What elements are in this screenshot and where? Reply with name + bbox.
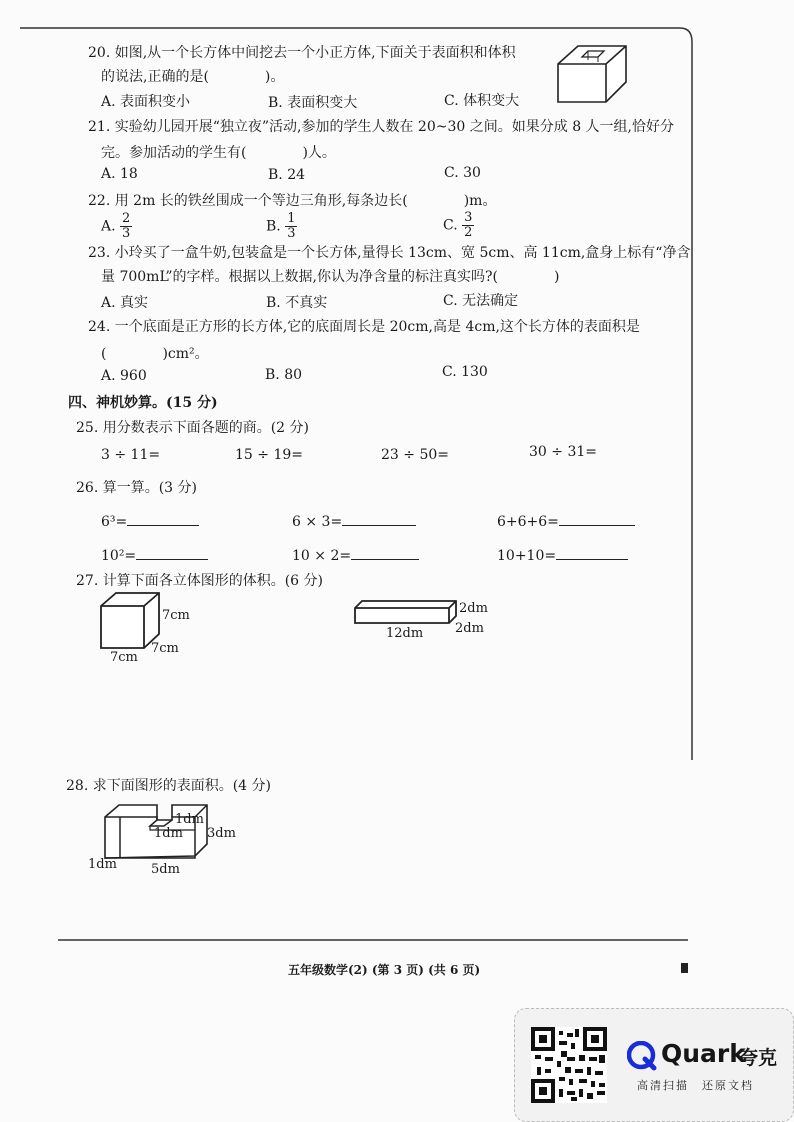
answer-blank[interactable]: [351, 545, 419, 560]
q23-option-c: C. 无法确定: [443, 293, 519, 309]
q27-cube-width-label: 7cm: [110, 650, 138, 665]
answer-blank[interactable]: [127, 511, 199, 526]
q24-text-line1: 24. 一个底面是正方形的长方体,它的底面周长是 20cm,高是 4cm,这个长方体的表面积是: [88, 319, 640, 335]
q25-item-4: 30 ÷ 31=: [529, 444, 597, 460]
q28-notch-height-label: 1dm: [154, 826, 183, 841]
quark-tagline: 高清扫描 还原文档: [637, 1079, 754, 1092]
q21-option-a: A. 18: [101, 166, 138, 182]
page-footer: 五年级数学(2) (第 3 页) (共 6 页): [288, 963, 481, 977]
q20-option-b: B. 表面积变大: [268, 95, 358, 111]
quark-brand-chinese: 夸克: [739, 1047, 778, 1069]
q22-option-c: [443, 211, 474, 240]
q26-item-6: 10+10=: [497, 545, 628, 564]
q20-option-c: C. 体积变大: [444, 93, 520, 109]
answer-blank[interactable]: [556, 545, 628, 560]
q25-item-1: 3 ÷ 11=: [101, 447, 161, 463]
q28-notch-width-label: 1dm: [175, 812, 204, 827]
qr-code-icon: [531, 1027, 607, 1103]
q27-cuboid-depth-label: 2dm: [455, 621, 484, 636]
q22-text-line1: 22. 用 2m 长的铁丝围成一个等边三角形,每条边长( )m。: [88, 193, 497, 209]
section-4-heading: 四、神机妙算。(15 分): [68, 395, 218, 411]
q20-text-line1: 20. 如图,从一个长方体中间挖去一个小正方体,下面关于表面积和体积: [88, 45, 516, 61]
scanner-watermark-card: [514, 1008, 794, 1122]
q22-option-c-label: C.: [443, 217, 458, 234]
q21-text-line1: 21. 实验幼儿园开展“独立夜”活动,参加的学生人数在 20~30 之间。如果分成 8 人一组,恰好分: [88, 119, 674, 135]
q22-option-a: [101, 212, 132, 241]
q28-length-label: 5dm: [151, 862, 180, 877]
q22-option-b-fraction: $\frac{1}{3}$: [287, 211, 296, 241]
q26-item-4: 10²=: [101, 545, 208, 564]
q21-option-c: C. 30: [444, 165, 481, 181]
page-mark-square: [681, 963, 688, 973]
q23-text-line2: 量 700mL”的字样。根据以上数据,你认为净含量的标注真实吗?( ): [101, 269, 560, 285]
q22-option-b: [266, 212, 297, 241]
q23-option-a: A. 真实: [101, 295, 149, 311]
q24-option-b: B. 80: [265, 367, 303, 383]
q26-item-5: 10 × 2=: [292, 545, 419, 564]
q22-option-a-label: A.: [101, 218, 116, 235]
q21-option-b: B. 24: [268, 167, 306, 183]
q20-hollow-cuboid-figure: [552, 40, 632, 110]
quark-brand-name: Quark: [661, 1039, 746, 1068]
q26-item-2: 6 × 3=: [292, 511, 416, 530]
quark-logo-icon: [627, 1041, 657, 1071]
q24-text-line2: ( )cm²。: [101, 346, 209, 362]
q24-option-a: A. 960: [101, 368, 147, 384]
q27-cuboid-height-label: 2dm: [459, 601, 488, 616]
q26-title: 26. 算一算。(3 分): [76, 480, 197, 496]
q25-item-2: 15 ÷ 19=: [235, 447, 303, 463]
q27-title: 27. 计算下面各立体图形的体积。(6 分): [76, 573, 323, 589]
answer-blank[interactable]: [342, 511, 416, 526]
q25-title: 25. 用分数表示下面各题的商。(2 分): [76, 420, 309, 436]
q26-item-1: 6³=: [101, 511, 199, 530]
q22-option-c-fraction: $\frac{3}{2}$: [464, 210, 473, 240]
q23-option-b: B. 不真实: [266, 295, 328, 311]
q27-cuboid-figure: [352, 598, 462, 626]
q27-cube-height-label: 7cm: [162, 608, 190, 623]
q27-cuboid-length-label: 12dm: [386, 626, 424, 641]
answer-blank[interactable]: [136, 545, 208, 560]
q21-text-line2: 完。参加活动的学生有( )人。: [101, 145, 336, 161]
q28-title: 28. 求下面图形的表面积。(4 分): [66, 778, 271, 794]
q22-option-a-fraction: $\frac{2}{3}$: [122, 211, 131, 241]
q20-text-line2: 的说法,正确的是( )。: [101, 69, 285, 85]
q22-option-b-label: B.: [266, 218, 281, 235]
q23-text-line1: 23. 小玲买了一盒牛奶,包装盒是一个长方体,量得长 13cm、宽 5cm、高 11cm,盒身上标有“净含: [88, 245, 691, 261]
q20-option-a: A. 表面积变小: [101, 94, 191, 110]
q28-height-label: 3dm: [207, 826, 236, 841]
q26-item-3: 6+6+6=: [497, 511, 635, 530]
q25-item-3: 23 ÷ 50=: [381, 447, 449, 463]
answer-blank[interactable]: [559, 511, 635, 526]
q28-depth-label: 1dm: [88, 857, 117, 872]
q24-option-c: C. 130: [442, 364, 488, 380]
q27-cube-depth-label: 7cm: [151, 641, 179, 656]
